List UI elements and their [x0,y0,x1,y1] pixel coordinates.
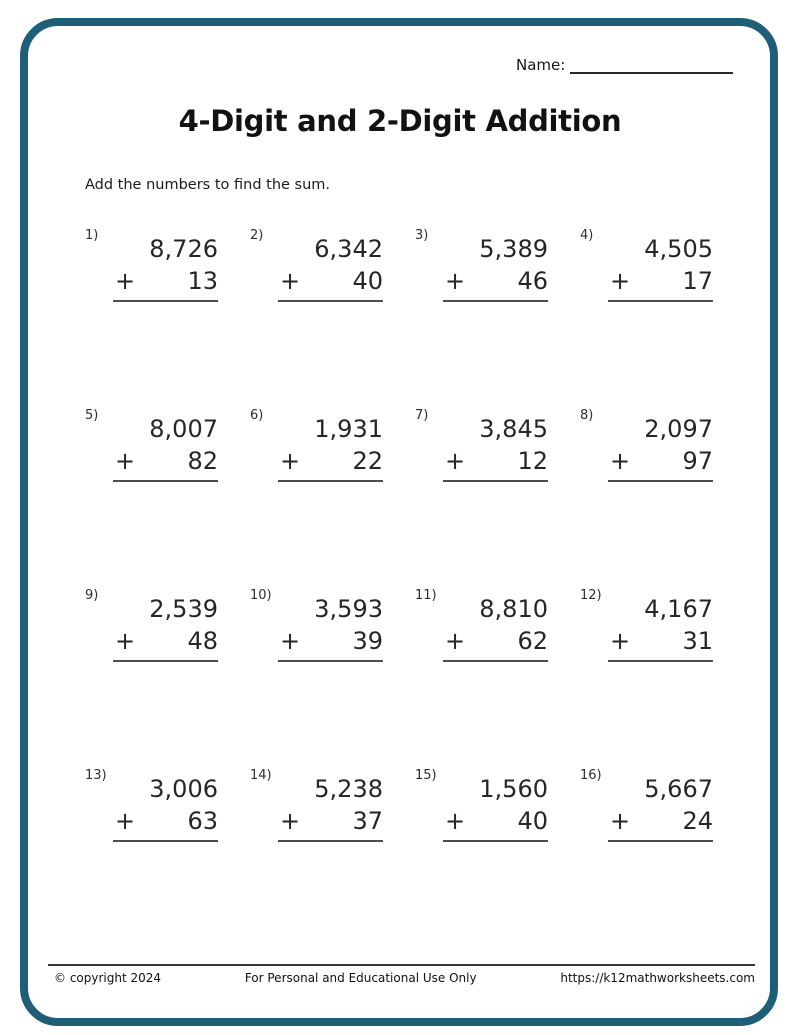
plus-sign: + [280,447,301,475]
top-addend: 8,726 [149,235,218,263]
top-addend: 5,389 [479,235,548,263]
top-addend: 1,560 [479,775,548,803]
addition-problem-14 [250,768,383,848]
plus-sign: + [115,807,136,835]
answer-line [608,444,713,482]
plus-sign: + [445,267,466,295]
addition-problem-12 [580,588,713,668]
problem-number: 9) [85,588,99,603]
problem-number: 12) [580,588,602,603]
plus-sign: + [115,447,136,475]
top-addend: 2,539 [149,595,218,623]
problem-number: 13) [85,768,107,783]
problem-number: 15) [415,768,437,783]
plus-sign: + [115,267,136,295]
addition-problem-6 [250,408,383,488]
problem-stack [278,234,383,302]
top-addend: 3,593 [314,595,383,623]
problem-stack [113,774,218,842]
problem-number: 7) [415,408,429,423]
bottom-addend: 37 [352,807,383,835]
problem-number: 11) [415,588,437,603]
name-field [516,56,733,74]
answer-line [113,624,218,662]
addition-problem-8 [580,408,713,488]
bottom-addend: 12 [517,447,548,475]
answer-line [443,444,548,482]
problem-number: 2) [250,228,264,243]
name-blank-line [570,56,733,74]
bottom-addend: 46 [517,267,548,295]
answer-line [443,264,548,302]
problem-stack [608,234,713,302]
answer-line [278,264,383,302]
answer-line [113,444,218,482]
problem-number: 3) [415,228,429,243]
top-addend: 4,505 [644,235,713,263]
problem-number: 8) [580,408,594,423]
plus-sign: + [280,627,301,655]
footer [54,971,755,985]
problem-stack [443,594,548,662]
problem-stack [113,234,218,302]
instruction-text: Add the numbers to find the sum. [85,177,331,193]
top-addend: 3,845 [479,415,548,443]
problem-stack [278,774,383,842]
answer-line [278,444,383,482]
problem-stack [113,594,218,662]
bottom-addend: 63 [187,807,218,835]
plus-sign: + [610,807,631,835]
problem-number: 6) [250,408,264,423]
addition-problem-3 [415,228,548,308]
usage-text: For Personal and Educational Use Only [244,971,477,985]
top-addend: 1,931 [314,415,383,443]
bottom-addend: 48 [187,627,218,655]
bottom-addend: 22 [352,447,383,475]
copyright-text: © copyright 2024 [54,971,162,985]
addition-problem-11 [415,588,548,668]
answer-line [608,804,713,842]
problem-stack [278,594,383,662]
problem-stack [443,774,548,842]
problem-number: 5) [85,408,99,423]
footer-divider [48,964,755,966]
problem-stack [113,414,218,482]
site-url: https://k12mathworksheets.com [560,971,755,985]
plus-sign: + [280,267,301,295]
top-addend: 2,097 [644,415,713,443]
plus-sign: + [610,267,631,295]
plus-sign: + [115,627,136,655]
answer-line [608,624,713,662]
top-addend: 5,238 [314,775,383,803]
bottom-addend: 97 [682,447,713,475]
problem-number: 1) [85,228,99,243]
plus-sign: + [445,447,466,475]
addition-problem-10 [250,588,383,668]
problem-number: 4) [580,228,594,243]
bottom-addend: 39 [352,627,383,655]
top-addend: 6,342 [314,235,383,263]
bottom-addend: 13 [187,267,218,295]
problems-grid [85,228,713,848]
bottom-addend: 40 [352,267,383,295]
top-addend: 8,007 [149,415,218,443]
bottom-addend: 62 [517,627,548,655]
answer-line [278,624,383,662]
answer-line [113,804,218,842]
top-addend: 4,167 [644,595,713,623]
bottom-addend: 31 [682,627,713,655]
plus-sign: + [610,627,631,655]
plus-sign: + [445,627,466,655]
answer-line [443,804,548,842]
bottom-addend: 82 [187,447,218,475]
bottom-addend: 40 [517,807,548,835]
answer-line [608,264,713,302]
problem-stack [278,414,383,482]
addition-problem-13 [85,768,218,848]
addition-problem-4 [580,228,713,308]
plus-sign: + [610,447,631,475]
answer-line [113,264,218,302]
problem-stack [443,234,548,302]
answer-line [278,804,383,842]
problem-number: 14) [250,768,272,783]
problem-stack [608,414,713,482]
addition-problem-2 [250,228,383,308]
top-addend: 3,006 [149,775,218,803]
addition-problem-15 [415,768,548,848]
problem-stack [608,594,713,662]
plus-sign: + [280,807,301,835]
addition-problem-9 [85,588,218,668]
top-addend: 8,810 [479,595,548,623]
problem-stack [608,774,713,842]
bottom-addend: 24 [682,807,713,835]
answer-line [443,624,548,662]
plus-sign: + [445,807,466,835]
problem-number: 16) [580,768,602,783]
problem-stack [443,414,548,482]
addition-problem-5 [85,408,218,488]
addition-problem-1 [85,228,218,308]
bottom-addend: 17 [682,267,713,295]
addition-problem-7 [415,408,548,488]
name-label: Name: [516,56,566,74]
page-title: 4-Digit and 2-Digit Addition [178,104,622,138]
addition-problem-16 [580,768,713,848]
problem-number: 10) [250,588,272,603]
top-addend: 5,667 [644,775,713,803]
